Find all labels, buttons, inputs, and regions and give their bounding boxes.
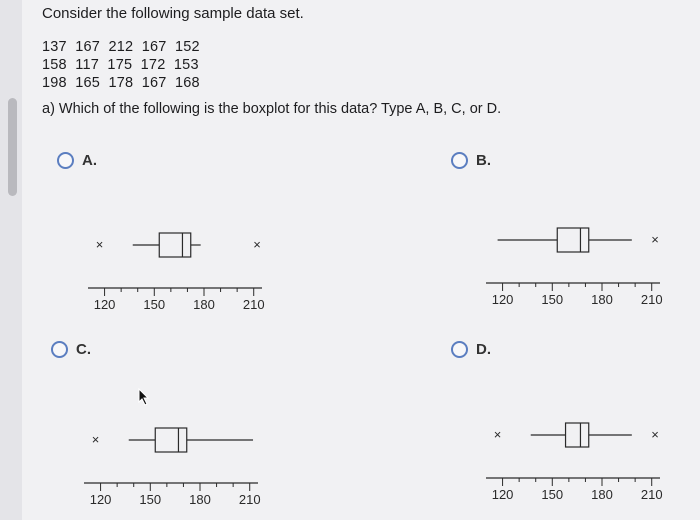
mouse-cursor-icon [137,388,151,406]
question-title: Consider the following sample data set. [42,5,304,22]
tick-label: 120 [491,487,514,502]
outlier-marker: × [493,427,502,442]
boxplot-a [80,220,270,320]
scrollbar[interactable] [0,0,22,520]
tick-label: 180 [591,487,613,502]
tick-label: 120 [89,492,112,507]
option-b[interactable] [451,152,491,169]
radio-c[interactable] [51,341,68,358]
outlier-marker: × [91,432,100,447]
data-set [42,38,200,92]
option-c[interactable] [51,341,91,358]
option-a[interactable] [57,152,97,169]
option-a-label: A. [82,152,97,169]
data-row: 198 165 178 167 168 [42,75,200,91]
radio-d[interactable] [451,341,468,358]
option-b-label: B. [476,152,491,169]
tick-label: 180 [189,492,211,507]
tick-label: 210 [640,487,663,502]
data-row: 158 117 175 172 153 [42,57,199,73]
boxplot-d [478,410,668,510]
tick-label: 210 [640,292,663,307]
outlier-marker: × [651,232,659,247]
tick-label: 210 [238,492,261,507]
tick-label: 210 [242,297,265,312]
option-c-label: C. [76,341,91,358]
tick-label: 150 [143,297,166,312]
outlier-marker: × [95,237,104,252]
option-d[interactable] [451,341,491,358]
outlier-marker: × [651,427,659,442]
question-prompt: a) Which of the following is the boxplot for this data? Type A, B, C, or D. [42,101,502,117]
tick-label: 120 [491,292,514,307]
tick-label: 150 [541,292,564,307]
radio-b[interactable] [451,152,468,169]
box [557,228,588,252]
scroll-thumb[interactable] [8,98,17,196]
data-row: 137 167 212 167 152 [42,39,200,55]
radio-a[interactable] [57,152,74,169]
box [159,233,190,257]
boxplot-b [478,215,668,315]
tick-label: 150 [139,492,162,507]
box [155,428,186,452]
boxplot-c [76,415,266,515]
tick-label: 180 [193,297,215,312]
tick-label: 180 [591,292,613,307]
option-d-label: D. [476,341,491,358]
tick-label: 150 [541,487,564,502]
outlier-marker: × [253,237,261,252]
box [566,423,589,447]
tick-label: 120 [93,297,116,312]
